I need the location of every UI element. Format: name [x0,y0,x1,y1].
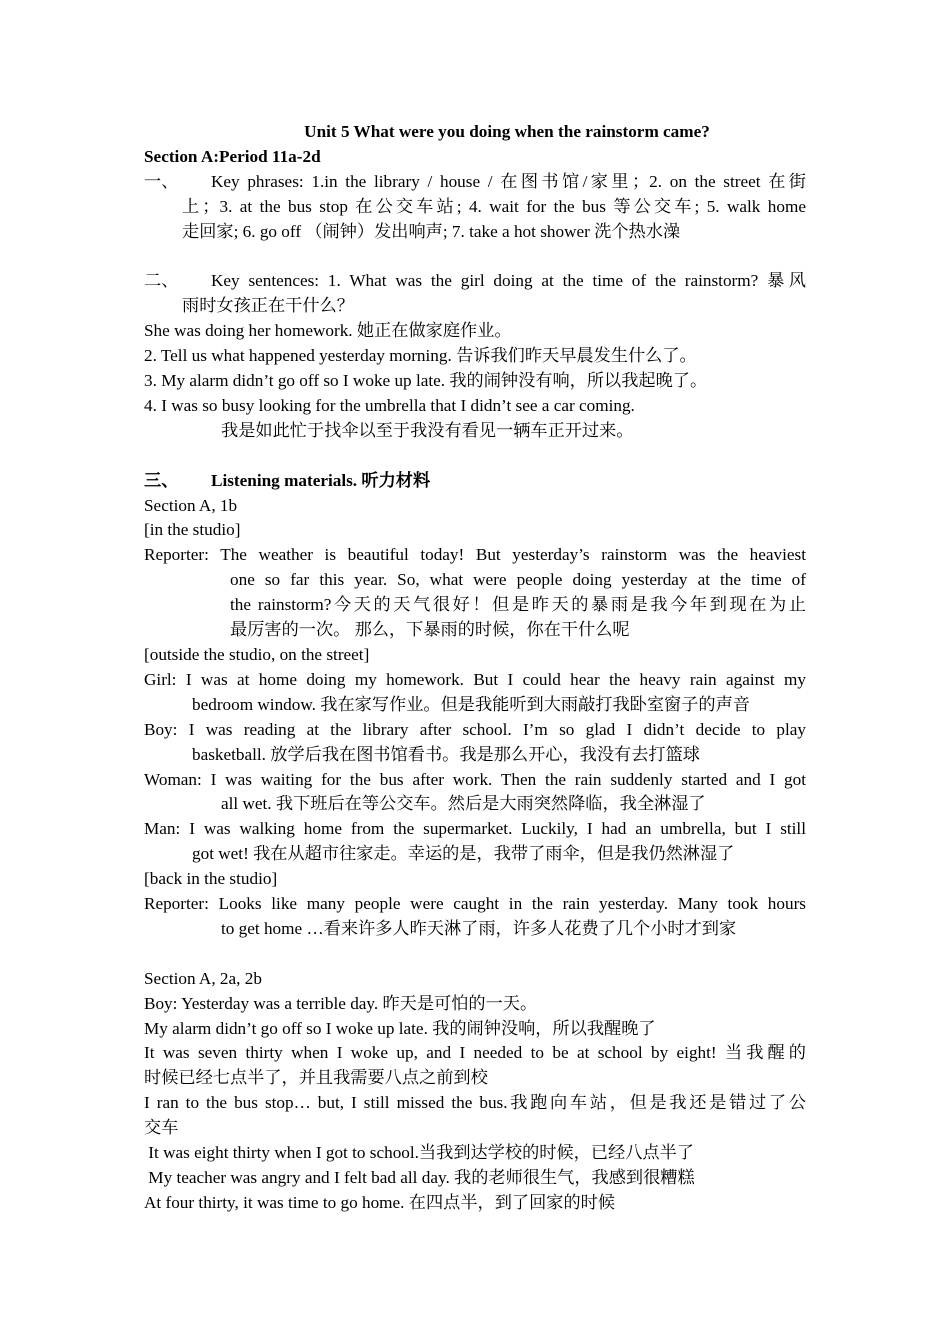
text-line: 4. I was so busy looking for the umbrella that I didn’t see a car coming. [144,395,635,415]
dialogue-line: one so far this year. So, what were people doing yesterday at the time of [230,570,806,590]
text-line: 我是如此忙于找伞以至于我没有看见一辆车正开过来。 [221,420,634,440]
listening-materials-heading [144,469,806,494]
dialogue-line: to get home …看来许多人昨天淋了雨，许多人花费了几个小时才到家 [221,918,737,938]
story-line: At four thirty, it was time to go home. 在四点半，到了回家的时候 [144,1192,616,1212]
story-line: It was seven thirty when I woke up, and I needed to be at school by eight! 当我醒的 [144,1043,806,1063]
key-sentences-block [144,269,806,294]
text-line: 走回家; 6. go off （闹钟）发出响声; 7. take a hot shower 洗个热水澡 [182,221,681,241]
story-line: My teacher was angry and I felt bad all day. 我的老师很生气，我感到很糟糕 [144,1168,695,1188]
section-heading: Section A:Period 11a-2d [144,146,321,166]
dialogue-line: Reporter: Looks like many people were caught in the rain yesterday. Many took hours [144,894,806,914]
section-label: Section A, 1b [144,495,238,515]
text-line: 2. Tell us what happened yesterday morning. 告诉我们昨天早晨发生什么了。 [144,346,697,366]
item-number: 二、 [144,271,179,291]
document-page [144,120,806,1216]
scene-label: [in the studio] [144,520,241,540]
dialogue-line: bedroom window. 我在家写作业。但是我能听到大雨敲打我卧室窗子的声音 [192,694,750,714]
story-line: I ran to the bus stop… but, I still missed the bus.我跑向车站，但是我还是错过了公 [144,1093,806,1113]
scene-label: [outside the studio, on the street] [144,645,370,664]
story-line: My alarm didn’t go off so I woke up late. 我的闹钟没响，所以我醒晚了 [144,1018,656,1038]
dialogue-line: all wet. 我下班后在等公交车。然后是大雨突然降临，我全淋湿了 [221,794,706,814]
dialogue-line: Reporter: The weather is beautiful today! But yesterday’s rainstorm was the heaviest [144,545,806,565]
dialogue-line: Woman: I was waiting for the bus after work. Then the rain suddenly started and I got [144,769,806,789]
dialogue-line: got wet! 我在从超市往家走。幸运的是，我带了雨伞，但是我仍然淋湿了 [192,844,735,864]
story-line: 时候已经七点半了，并且我需要八点之前到校 [144,1068,488,1088]
dialogue-line: the rainstorm?今天的天气很好！但是昨天的暴雨是我今年到现在为止 [230,595,806,615]
scene-label: [back in the studio] [144,869,278,889]
heading-text: Listening materials. 听力材料 [211,470,431,490]
item-number: 一、 [144,171,179,191]
text-line: 3. My alarm didn’t go off so I woke up late. 我的闹钟没有响，所以我起晚了。 [144,371,708,391]
story-line: 交车 [144,1118,179,1138]
text-line: Key phrases: 1.in the library / house / 在图书馆/家里；2. on the street 在街 [211,171,806,191]
item-number: 三、 [144,470,179,490]
text-line: Key sentences: 1. What was the girl doing at the time of the rainstorm? 暴风 [211,271,806,291]
document-title: Unit 5 What were you doing when the rainstorm came? [304,122,710,141]
text-line: 上；3. at the bus stop 在公交车站; 4. wait for the bus 等公交车; 5. walk home [182,196,806,216]
dialogue-line: 最厉害的一次。 那么，下暴雨的时候，你在干什么呢 [230,620,630,640]
section-label: Section A, 2a, 2b [144,968,262,988]
story-line: It was eight thirty when I got to school.当我到达学校的时候，已经八点半了 [144,1143,694,1163]
dialogue-line: Boy: I was reading at the library after school. I’m so glad I didn’t decide to play [144,719,806,739]
text-line: 雨时女孩正在干什么？ [182,296,354,316]
dialogue-line: Girl: I was at home doing my homework. But I could hear the heavy rain against my [144,669,806,689]
story-line: Boy: Yesterday was a terrible day. 昨天是可怕的一天。 [144,993,538,1013]
text-line: She was doing her homework. 她正在做家庭作业。 [144,321,512,341]
dialogue-line: Man: I was walking home from the supermarket. Luckily, I had an umbrella, but I still [144,819,806,839]
key-phrases-block [144,170,806,195]
dialogue-line: basketball. 放学后我在图书馆看书。我是那么开心，我没有去打篮球 [192,744,700,764]
